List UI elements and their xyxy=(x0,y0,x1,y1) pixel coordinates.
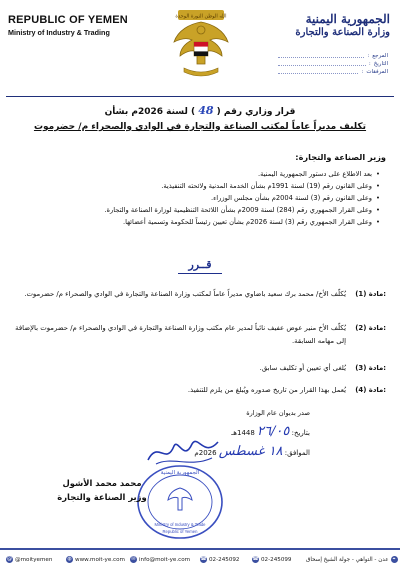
footer-email xyxy=(130,556,190,563)
signatory-title: وزير الصناعة والتجارة xyxy=(57,492,147,502)
article-label: مادة (3): xyxy=(355,364,386,372)
decision-subject: تكليف مديراً عاماً لمكتب الصناعة والتجارة في الوادي والصحراء م/ حضرموت xyxy=(33,122,367,132)
footer-address xyxy=(306,556,398,563)
meta-label: المرجع xyxy=(372,53,388,59)
article-label: مادة (1): xyxy=(355,290,386,298)
phone-icon: ☎ xyxy=(200,556,207,562)
social-icon: @ xyxy=(7,556,12,562)
stamp-en2-text: Republic of Yemen xyxy=(162,529,198,534)
ar-header xyxy=(280,12,390,39)
meta-row-reference: المرجع : xyxy=(278,52,388,60)
preamble-item: • وعلى القانون رقم (19) لسنة 1991م بشأن الخدمة المدنية ولائحته التنفيذية. xyxy=(40,180,380,192)
article-label: مادة (4): xyxy=(355,386,386,394)
preamble-item: • وعلى القانون رقم (3) لسنة 2004م بشأن مجلس الوزراء. xyxy=(40,192,380,204)
article-text: يُعمل بهذا القرار من تاريخ صدوره ويُبلغ من يلزم للتنفيذ. xyxy=(187,386,346,394)
preamble-item: • بعد الاطلاع على دستور الجمهورية اليمنية. xyxy=(40,168,380,180)
meta-label: المرفقات xyxy=(366,69,388,75)
decision-number: 48 xyxy=(198,104,214,117)
preamble-list xyxy=(40,168,380,228)
decision-title-before: قرار وزاري رقم ( xyxy=(216,107,296,117)
stamp-ar-text: الجمهورية اليمنية xyxy=(160,470,200,476)
footer-address-text: عدن - التواهي - جولة الشيخ إسحاق xyxy=(306,556,389,563)
footer-phone1-text: 02-245099 xyxy=(261,556,292,563)
decided-heading: قــرر xyxy=(188,258,212,271)
article-1 xyxy=(14,288,386,301)
gregorian-year: 2026م xyxy=(194,449,217,457)
decision-title xyxy=(40,104,360,117)
ministry-stamp-icon xyxy=(135,462,225,542)
meta-row-attachments: المرفقات : xyxy=(278,68,388,76)
stamp-en-text: Ministry of Industry & Trade xyxy=(154,522,206,527)
hijri-handwritten: ٢٦/٠٥ xyxy=(257,424,290,439)
globe-icon: ◍ xyxy=(67,556,72,562)
footer-email-text: info@moit-ye.com xyxy=(139,556,191,563)
preamble-item: • وعلى القرار الجمهوري رقم (284) لسنة 2009م بشأن اللائحة التنظيمية لوزارة الصناعة والتجارة. xyxy=(40,204,380,216)
article-text: يُكلّف الأخ/ محمد برك سعيد باضاوي مديراً عاماً لمكتب وزارة الصناعة والتجارة في الوادي والصحراء م/ حضرموت. xyxy=(24,290,346,298)
footer-social xyxy=(6,556,52,563)
en-ministry-title: Ministry of Industry & Trading xyxy=(8,28,110,37)
location-pin-icon: ⌖ xyxy=(391,556,398,563)
ar-country-title: الجمهورية اليمنية xyxy=(305,12,390,26)
hijri-label: بتاريخ: xyxy=(291,429,310,437)
gregorian-label: الموافق: xyxy=(284,449,310,457)
footer-web xyxy=(66,556,125,563)
decided-underline xyxy=(178,273,222,274)
email-icon: ✉ xyxy=(131,556,136,562)
issued-at-line: صدر بديوان عام الوزارة xyxy=(246,409,310,417)
footer-phone2-text: 02-245092 xyxy=(209,556,240,563)
article-text: يُكلّف الأخ منير عوض عفيف نائباً لمدير عام مكتب وزارة الصناعة والتجارة في الوادي والصحراء م/ حضرموت بالإضافة إلى مهامه السابقة. xyxy=(15,324,346,345)
meta-label: التاريخ xyxy=(373,61,388,67)
footer-phone-2 xyxy=(200,556,240,563)
signatory-name: محمد محمد الأشول xyxy=(62,478,142,488)
en-country-title: REPUBLIC OF YEMEN xyxy=(8,14,128,26)
yemen-eagle-emblem-icon xyxy=(170,8,232,86)
preamble-item: • وعلى القرار الجمهوري رقم (3) لسنة 2026م بشأن تعيين رئيساً للحكومة وتسمية أعضائها. xyxy=(40,216,380,228)
article-text: يُلغى أي تعيين أو تكليف سابق. xyxy=(259,364,346,372)
footer-contact-bar xyxy=(0,548,400,572)
decision-title-after: ) لسنة 2026م بشأن xyxy=(104,107,196,117)
hijri-year: 1448هـ xyxy=(231,429,255,437)
footer-web-text: www.moit-ye.com xyxy=(75,556,126,563)
footer-social-text: @moityemen xyxy=(15,556,53,563)
meta-row-date: التاريخ : xyxy=(278,60,388,68)
article-4 xyxy=(14,384,386,397)
header-divider xyxy=(6,96,394,97)
gregorian-handwritten: ١٨ غسطس xyxy=(218,444,283,459)
emblem-scroll-text: الله الوطن الثورة الوحدة xyxy=(175,13,227,20)
article-3 xyxy=(14,362,386,375)
article-2 xyxy=(14,322,386,348)
reference-meta-block xyxy=(278,52,388,76)
article-label: مادة (2): xyxy=(355,324,386,332)
fax-icon: ☎ xyxy=(252,556,259,562)
minister-heading: وزير الصناعة والتجارة: xyxy=(295,152,386,162)
ar-ministry-title: وزارة الصناعة والتجارة xyxy=(295,27,390,38)
footer-phone-1 xyxy=(252,556,292,563)
